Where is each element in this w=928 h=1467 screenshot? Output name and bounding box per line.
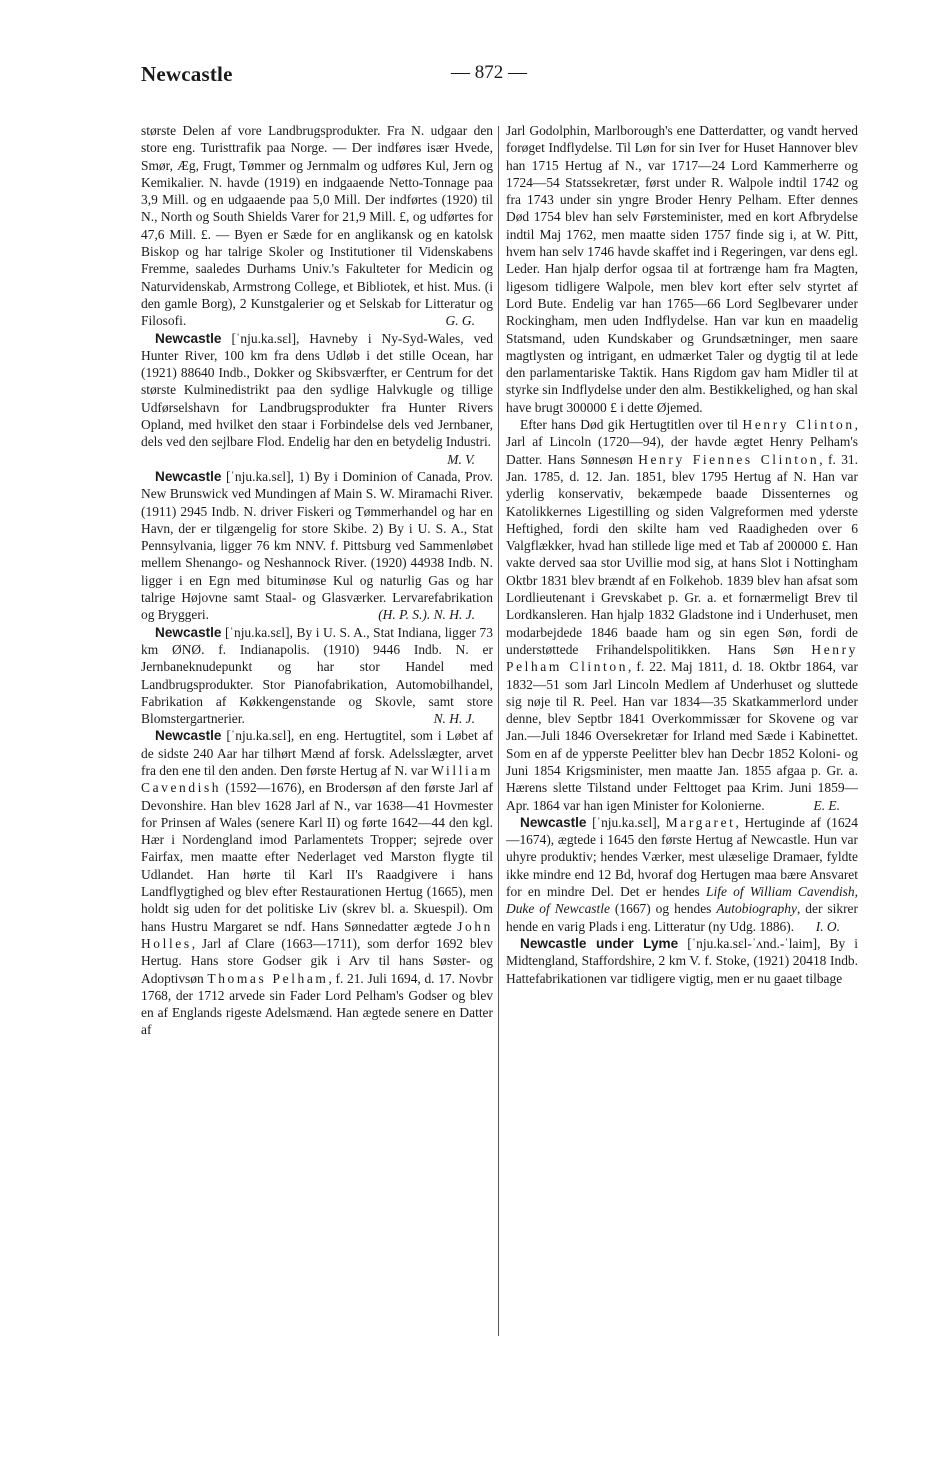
- author-signature: M. V.: [447, 451, 475, 467]
- entry-text: , Hertuginde af (1624—1674), ægtede i 1645 den første Hertug af Newcastle. Hun var uhyre produktiv; hendes Værker, mest ulæselige Dramaer, fyldte ikke mindre end 12 Bd, hvoraf dog Hertugen maa bære Ansvaret for en mindre Del. Det er hendes: [506, 814, 858, 900]
- entry-text: , der sikrer hende en varig Plads i eng. Litteratur (ny Udg. 1886).: [506, 901, 858, 934]
- author-signature: I. O.: [815, 918, 840, 934]
- book-title: Autobiography: [716, 901, 797, 917]
- entry-text: , Jarl af Clare (1663—1711), som derfor 1692 blev Hertug. Hans store Godser gik i Arv til hans Søster- og Adoptivsøn: [141, 935, 493, 986]
- entry-headword: Newcastle under Lyme: [520, 935, 679, 951]
- spaced-name: Henry Pelham Clinton: [506, 641, 858, 675]
- paragraph-text: , f. 22. Maj 1811, d. 18. Oktbr 1864, var 1832—51 som Jarl Lincoln Medlem af Underhuset og sluttede sig nøje til R. Peel. Han var 1834—35 Skatkammerlord under denne, blev Septbr 1841 Overkommissær for Skovene og var Jan.—Juli 1846 Oversekretær for Irland med Sæde i Kabinettet. Som en af de ypperste Peelitter blev han Decbr 1852 Koloni- og Juni 1854 Krigsminister, men maatte Jan. 1855 afgaa p. Gr. a. Hærens slette Tilstand under Felttoget paa Krim. Juni 1859—Apr. 1864 var han igen Minister for Kolonierne.: [506, 659, 858, 813]
- entry-headword: Newcastle: [155, 330, 222, 346]
- entry-newcastle-nsw: [141, 330, 493, 467]
- entry-headword: Newcastle: [155, 624, 222, 640]
- spaced-name: Thomas Pelham: [207, 970, 329, 986]
- author-signature: N. H. J.: [433, 711, 475, 727]
- entry-text: [ˈnju.ka.sɛl], By i U. S. A., Stat Indiana, ligger 73 km ØNØ. f. Indianapolis. (1910) 9446 Indb. N. er Jernbaneknudepunkt og har stor Handel med Landbrugsprodukter. Stor Pianofabrikation, Automobilhandel, Fabrikation af Køkkengenstande og Skovle, samt store Blomstergartnerier.: [141, 624, 493, 727]
- entry-text: [ˈnju.ka.sɛl], 1) By i Dominion of Canada, Prov. New Brunswick ved Mundingen af Main S. W. Miramachi River. (1911) 2945 Indb. N. driver Fiskeri og Tømmerhandel og har en Havn, der er tilgængelig for store Skibe. 2) By i U. S. A., Stat Pennsylvania, ligger 76 km NNV. f. Pittsburg ved Sammenløbet mellem Shenango- og Neshannock River. (1920) 44938 Indb. N. ligger i en Egn med bituminøse Kul og naturlig Gas og har talrige Højovne samt Staal- og Glasværker. Lervarefabrikation og Bryggeri.: [141, 468, 493, 623]
- column-divider: [498, 126, 499, 1336]
- paragraph-text: Jarl Godolphin, Marlborough's ene Datterdatter, og vandt herved forøget Indflydelse. Til Løn for sin Iver for Huset Hannover blev han 1715 Hertug af N., var 1717—24 Lord Kammerherre og 1724—54 Statssekretær, først under R. Walpole indtil 1742 og fra 1743 under sin yngre Broder Henry Pelham. Efter dennes Død 1754 blev han selv Førsteminister, med en kort Afbrydelse indtil Maj 1762, men maatte siden 1757 finde sig i, at W. Pitt, hvem han selv 1746 havde skaffet ind i Regeringen, var dens egl. Leder. Han hjalp derfor ogsaa til at fortrænge ham fra Magten, ligesom tidligere Walpole, men blev kort efter selv styrtet af Lord Bute. Endelig var han 1765—66 Lord Seglbevarer under Rockingham, men uden Indflydelse. Han var kun en maadelig Statsmand, uden Kundskaber og Grundsætninger, men saare magtlysten og intrigant, en udmærket Taler og dygtig til at lede den parlamentariske Taktik. Hans Rigdom gav ham Midler til at styrke sin Indflydelse under den alm. Bestikkelighed, og han skal have brugt 300000 £ i dette Øjemed.: [506, 123, 858, 415]
- paragraph-text: største Delen af vore Landbrugsprodukter. Fra N. udgaar den store eng. Turisttrafik paa Norge. — Der indføres især Hvede, Smør, Æg, Frugt, Tømmer og Jernmalm og udføres Kul, Jern og Kemikalier. N. havde (1919) en indgaaende Netto-Tonnage paa 3,9 Mill. og en udgaaende paa 5,0 Mill. Der indførtes (1920) til N., North og South Shields Varer for 21,9 Mill. £, og udførtes for 47,6 Mill. £. — Byen er Sæde for en anglikansk og en katolsk Biskop og har talrige Skoler og Institutioner til Videnskabens Fremme, saaledes Durhams Univ.'s Fakulteter for Medicin og Naturvidenskab, Armstrong College, et Bibliotek, et hist. Mus. (i den gamle Borg), 2 Kunstgalerier og et Selskab for Litteratur og Filosofi.: [141, 123, 493, 329]
- right-column: [506, 122, 858, 987]
- author-signature: (H. P. S.). N. H. J.: [378, 607, 475, 623]
- entry-headword: Newcastle: [520, 814, 587, 830]
- author-signature: E. E.: [813, 797, 840, 813]
- paragraph-text: , Jarl af Lincoln (1720—94), der havde ægtet Henry Pelham's Datter. Hans Sønnesøn: [506, 417, 858, 467]
- author-signature: G. G.: [445, 313, 475, 329]
- spaced-name: William Cavendish: [141, 762, 493, 796]
- text-columns: [141, 122, 889, 1342]
- entry-text: (1667) og hendes: [609, 901, 717, 917]
- entry-text: [ˈnju.ka.sɛl-ˈʌnd.-ˈlaim], By i Midtengland, Staffordshire, 2 km V. f. Stoke, (1921) 20418 Indb. Hattefabrikationen var tidligere vigtig, men er nu gaaet tilbage: [506, 935, 858, 986]
- entry-newcastle-dukedom: [141, 727, 493, 1038]
- left-column: [141, 122, 493, 1039]
- entry-text: (1592—1676), en Brodersøn af den første Jarl af Devonshire. Han blev 1628 Jarl af N., var 1638—41 Hovmester for Prinsen af Wales (senere Karl II) og førte 1642—44 den kgl. Hær i Nordengland imod Parlamentets Tropper; sejrede over Fairfax, men maatte efter Nederlaget ved Marston flygte til Udlandet. Han hørte til Karl II's Raadgivere i hans Landflygtighed og blev efter Restaurationen Hertug (1665), men holdt sig uden for det politiske Liv (skrev bl. a. Skuespil). Om hans Hustru Margaret se ndf. Hans Sønnedatter ægtede: [141, 780, 493, 934]
- spaced-name: John Holles: [141, 918, 493, 951]
- entry-text: [ˈnju.ka.sɛl], en eng. Hertugtitel, som i Løbet af de sidste 240 Aar har tilhørt Mænd af forsk. Adelsslægter, arvet fra den ene til den anden. Den første Hertug af N. var: [141, 728, 493, 778]
- entry-newcastle-margaret: [506, 814, 858, 935]
- entry-text: , f. 21. Juli 1694, d. 17. Novbr 1768, der 1712 arvede sin Fader Lord Pelham's Godser og blev en af Englands rigeste Adelsmænd. Han ægtede senere en Datter af: [141, 970, 493, 1038]
- paragraph-text: , f. 31. Jan. 1785, d. 12. Jan. 1851, blev 1795 Hertug af N. Han var yderlig konservativ, bekæmpede baade Dissenternes og Katolikkernes Ligestilling og siden Valgreformen med yderste Heftighed, fordi den skilte ham ved Raadigheden over 6 Valgflækker, hvad han stillede lige med et Tab af 200000 £. Han vakte derved saa stor Uvillie mod sig, at hans Slot i Nottingham Oktbr 1831 blev brændt af en Folkehob. 1839 blev han afsat som Lordlieutenant i Grevskabet p. Gr. a. et fornærmeligt Brev til Lordkansleren. Han hjalp 1832 Gladstone ind i Underhuset, men modarbejdede 1846 baade ham og sin egen Søn, fordi de understøttede Frihandelspolitikken. Hans Søn: [506, 451, 858, 657]
- entry-newcastle-under-lyme: [506, 935, 858, 987]
- paragraph: [141, 122, 493, 330]
- entry-newcastle-indiana: [141, 624, 493, 728]
- paragraph: [506, 416, 858, 814]
- page-header: [141, 62, 878, 96]
- entry-text: [ˈnju.ka.sɛl], Havneby i Ny-Syd-Wales, ved Hunter River, 100 km fra dens Udløb i det stille Ocean, har (1921) 88640 Indb., Dokker og Skibsværfter, er Centrum for det største Kulminedistrikt paa den sydlige Halvkugle og tillige Udførselshavn for Landbrugsprodukter fra Hunter Rivers Opland, med hvilket den staar i Forbindelse dels ved Jernbaner, dels ved den sejlbare Flod. Endelig har den en betydelig Industri.: [141, 330, 493, 450]
- running-head: Newcastle: [141, 62, 233, 86]
- entry-text: [ˈnju.ka.sɛl],: [586, 814, 666, 830]
- spaced-name: Henry Clinton: [742, 417, 855, 433]
- entry-newcastle-canada: [141, 468, 493, 624]
- paragraph: [506, 122, 858, 416]
- spaced-name: Margaret: [665, 814, 736, 830]
- book-title: Life of William Cavendish, Duke of Newcastle: [506, 884, 858, 917]
- paragraph-text: Efter hans Død gik Hertugtitlen over til: [520, 417, 743, 433]
- entry-headword: Newcastle: [155, 728, 222, 744]
- entry-headword: Newcastle: [155, 468, 222, 484]
- page-number: — 872 —: [451, 62, 527, 83]
- spaced-name: Henry Fiennes Clinton: [638, 451, 820, 467]
